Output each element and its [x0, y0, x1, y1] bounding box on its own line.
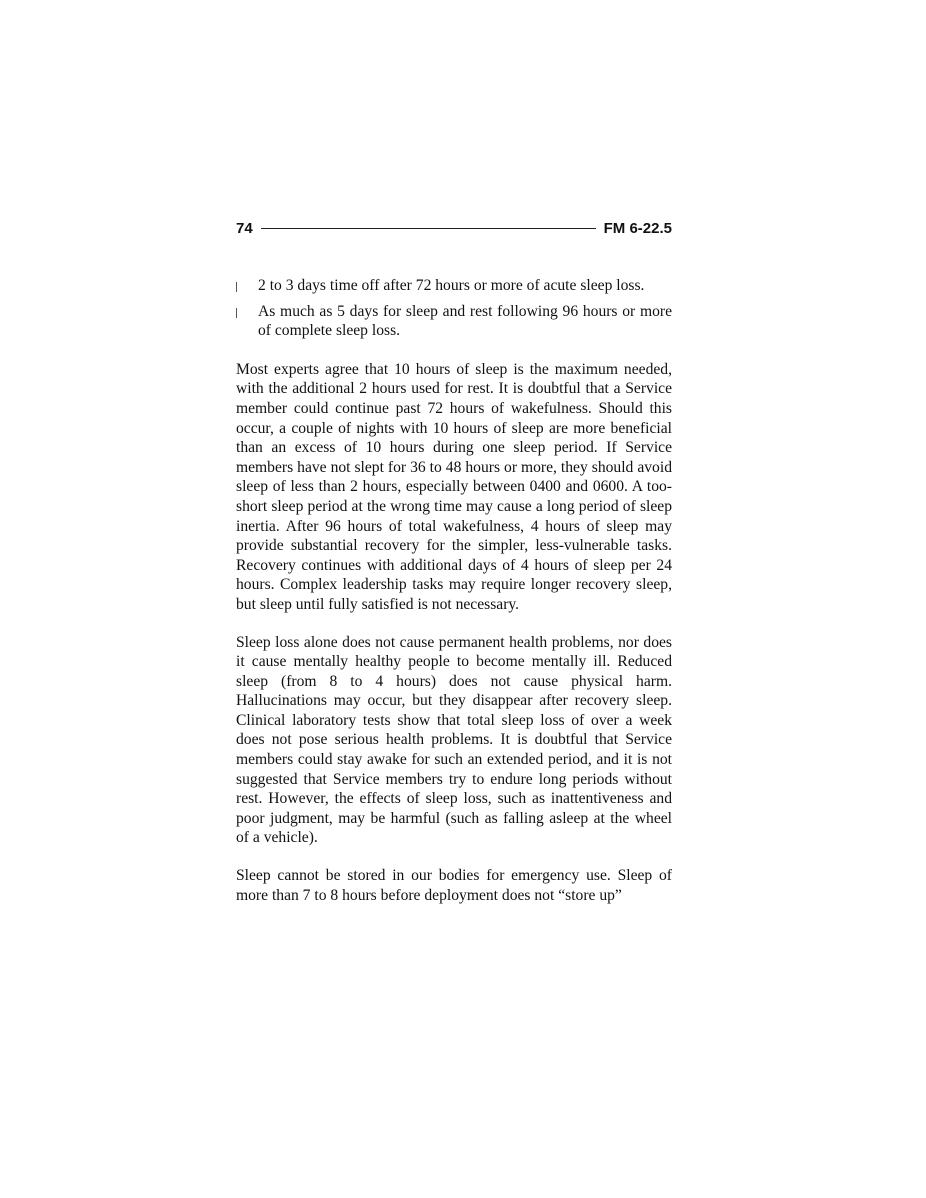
bullet-text: As much as 5 days for sleep and rest following 96 hours or more of complete sleep loss.	[258, 302, 672, 340]
page-header	[236, 218, 672, 238]
page-number: 74	[236, 219, 253, 237]
manual-id: FM 6-22.5	[603, 219, 672, 237]
paragraph-sleep-loss-health: Sleep loss alone does not cause permanent health problems, nor does it cause mentally healthy people to become mentally ill. Reduced sleep (from 8 to 4 hours) does not cause physical harm. Hallucinations may occur, but they disappear after recovery sleep. Clinical laboratory tests show that total sleep loss of over a week does not pose serious health problems. It is doubtful that Service members could stay awake for such an extended period, and it is not suggested that Service members try to endure long periods without rest. However, the effects of sleep loss, such as inattentiveness and poor judgment, may be harmful (such as falling asleep at the wheel of a vehicle).	[236, 633, 672, 847]
page-body	[236, 276, 672, 905]
list-item	[236, 302, 672, 341]
bullet-icon	[236, 282, 237, 292]
bullet-text: 2 to 3 days time off after 72 hours or more of acute sleep loss.	[258, 277, 645, 294]
paragraph-sleep-storage: Sleep cannot be stored in our bodies for emergency use. Sleep of more than 7 to 8 hours before deployment does not “store up”	[236, 867, 672, 904]
list-item	[236, 276, 672, 296]
bullet-list	[236, 276, 672, 341]
paragraph-sleep-recovery: Most experts agree that 10 hours of sleep is the maximum needed, with the additional 2 hours used for rest. It is doubtful that a Service member could continue past 72 hours of wakefulness. Should this occur, a couple of nights with 10 hours of sleep are more beneficial than an excess of 10 hours during one sleep period. If Service members have not slept for 36 to 48 hours or more, they should avoid sleep of less than 2 hours, especially between 0400 and 0600. A too-short sleep period at the wrong time may cause a long period of sleep inertia. After 96 hours of total wakefulness, 4 hours of sleep may provide substantial recovery for the simpler, less-vulnerable tasks. Recovery continues with additional days of 4 hours of sleep per 24 hours. Complex leadership tasks may require longer recovery sleep, but sleep until fully satisfied is not necessary.	[236, 360, 672, 613]
header-rule	[261, 228, 596, 229]
bullet-icon	[236, 308, 237, 318]
